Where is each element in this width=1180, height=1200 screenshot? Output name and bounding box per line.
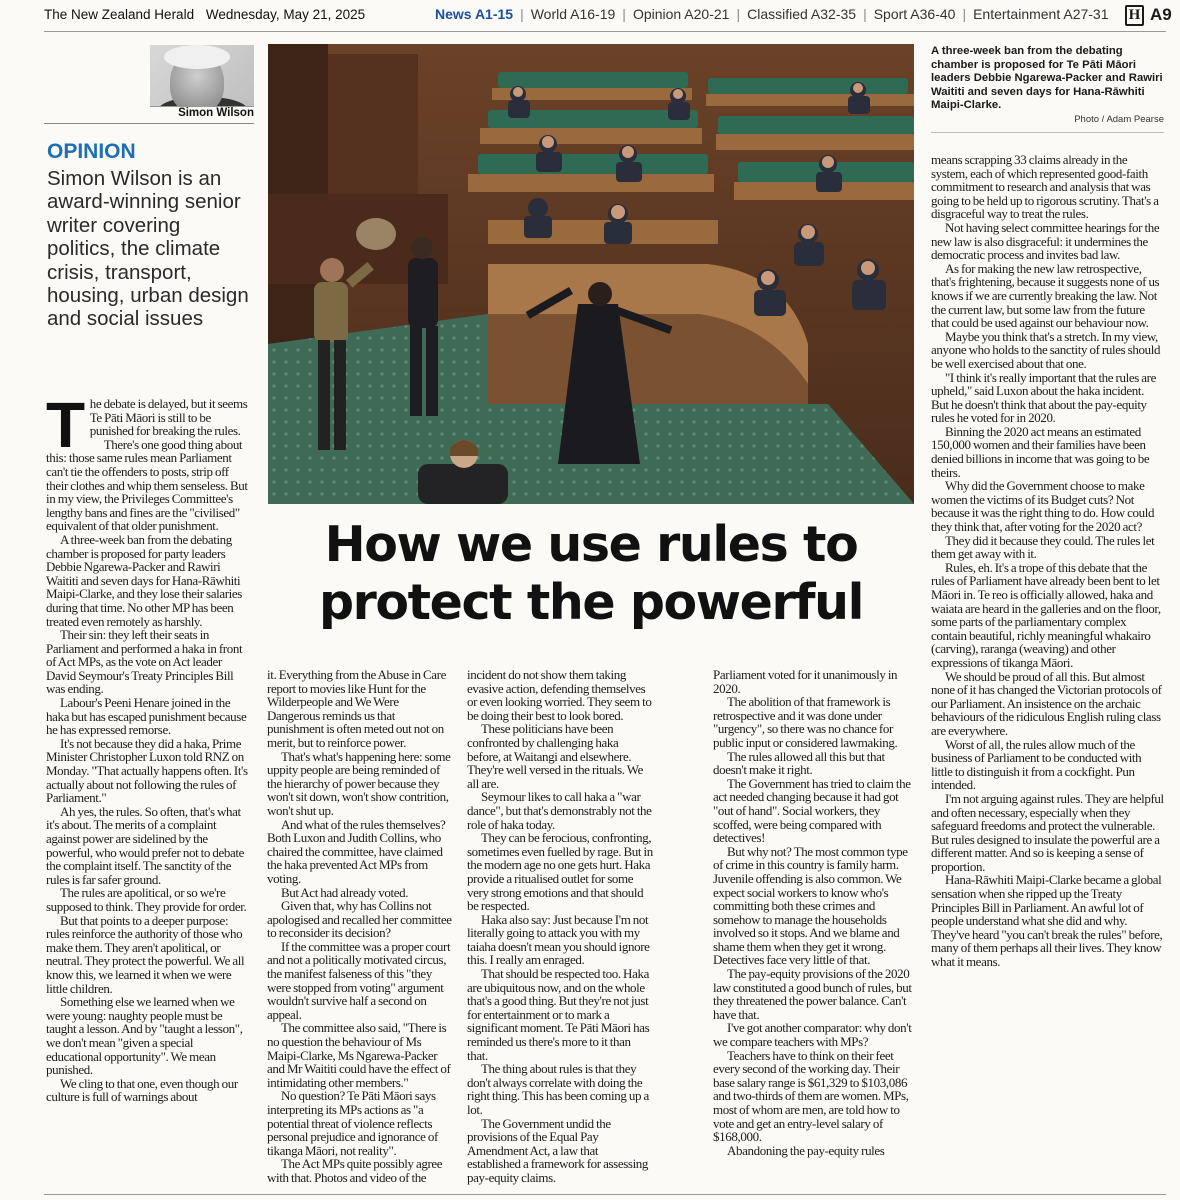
section-link[interactable]: News A1-15	[435, 6, 514, 22]
article-paragraph: he debate is delayed, but it seems Te Pāti Māori is still to be punished for breaking the rules.	[89, 396, 248, 439]
author-bio: Simon Wilson is an award-winning senior writer covering politics, the climate crisis, transport, housing, urban design and social issues	[47, 167, 249, 331]
article-paragraph: The rules allowed all this but that doesn't make it right.	[713, 748, 885, 778]
article-paragraph: The thing about rules is that they don't always correlate with doing the right thing. This has been coming up a lot.	[467, 1061, 649, 1117]
section-link[interactable]: World A16-19	[530, 6, 616, 22]
nav-separator: |	[736, 6, 741, 22]
article-paragraph: It's not because they did a haka, Prime Minister Christopher Luxon told RNZ on Monday. "That actually happens often. It's actually about not following the rules of Parliament."	[46, 735, 248, 806]
article-paragraph: Rules, eh. It's a trope of this debate that the rules of Parliament have already been bent to let Māori in. Te reo is officially allowed, haka and waiata are heard in the galleries and on the floor, some parts of the parliamentary complex contain beautiful, richly meaningful whakairo (carving), raranga (weaving) and other expressions of tikanga Māori.	[931, 559, 1161, 670]
article-paragraph: They did it because they could. The rules let them get away with it.	[931, 532, 1155, 562]
article-paragraph: Binning the 2020 act means an estimated 150,000 women and their families have been denied billions in income that was going to be theirs.	[931, 423, 1150, 480]
article-paragraph: Not having select committee hearings for the new law is also disgraceful: it undermines the democratic process and invites bad law.	[931, 219, 1160, 263]
article-paragraph: Seymour likes to call haka a "war dance", but that's demonstrably not the role of haka today.	[467, 789, 652, 832]
article-paragraph: If the committee was a proper court and not a politically motivated circus, the manifest falseness of this "they were stopped from voting" argument wouldn't survive half a second on appeal.	[267, 938, 451, 1022]
article-paragraph: Maybe you think that's a stretch. In my view, anyone who holds to the sanctity of rules should be well exercised about that one.	[931, 328, 1161, 371]
caption-divider	[931, 132, 1164, 133]
photo-credit: Photo / Adam Pearse	[1074, 114, 1164, 125]
article-paragraph: But why not? The most common type of crime in this country is family harm. Juvenile offending is also common. We expect social workers to know who's committing both these crimes and somehow to manage the households involved so it stops. And we blame and shame them when they get it wrong. Detectives face very little of that.	[713, 843, 908, 968]
nav-separator: |	[622, 6, 626, 22]
article-paragraph: incident do not show them taking evasive action, defending themselves or even looking worried. They seem to be doing their best to look bored.	[467, 667, 652, 723]
article-paragraph: That should be respected too. Haka are ubiquitous now, and on the whole that's a good thing. But they're not just for entertainment or to mark a significant moment. Te Pāti Māori has reminded us there's more to it than that.	[467, 966, 650, 1063]
article-paragraph: Haka also say: Just because I'm not literally going to attack you with my taiaha doesn't mean you should ignore this. I really am enraged.	[467, 911, 650, 968]
article-paragraph: The committee also said, "There is no question the behaviour of Ms Maipi-Clarke, Ms Ngarewa-Packer and Mr Waititi could have the effect of intimidating other members."	[267, 1020, 451, 1090]
article-paragraph: "I think it's really important that the rules are upheld," said Luxon about the haka incident. But he doesn't think that about the pay-equity rules he voted for in 2020.	[931, 369, 1157, 426]
headline-line-1: How we use rules to	[324, 516, 858, 573]
article-column-5	[931, 153, 1164, 969]
nav-separator: |	[863, 6, 867, 22]
article-paragraph: That's what's happening here: some uppity people are being reminded of the hierarchy of power because they won't sit down, won't show contrition, won't shut up.	[267, 748, 451, 818]
article-paragraph: We cling to that one, even though our culture is full of warnings about	[46, 1075, 238, 1105]
article-column-2	[267, 668, 453, 1185]
article-paragraph: Parliament voted for it unanimously in 2020.	[713, 667, 898, 696]
article-paragraph: We should be proud of all this. But almost none of it has changed the Victorian protocols of our Parliament. An insistence on the archaic behaviours of the ridiculous English ruling class are everywhere.	[931, 668, 1162, 738]
article-column-1	[46, 389, 251, 1105]
page-bottom-rule	[44, 1194, 1166, 1195]
article-paragraph: Teachers have to think on their feet every second of the working day. Their base salary range is $61,329 to $103,086 and two-thirds of them are women. MPs, most of whom are men, are told how to vote and get an entry-level salary of $168,000.	[713, 1047, 909, 1145]
article-paragraph: Something else we learned when we were young: naughty people must be taught a lesson. And by "taught a lesson", we don't mean "given a special educational opportunity". We mean punished.	[46, 994, 243, 1078]
photo-caption: A three-week ban from the debating chamber is proposed for Te Pāti Māori leaders Debbie Ngarewa-Packer and Rawiri Waititi and seven days for Hana-Rāwhiti Maipi-Clarke.	[931, 45, 1163, 112]
article-paragraph: Hana-Rāwhiti Maipi-Clarke became a global sensation when she ripped up the Treaty Principles Bill in Parliament. An awful lot of people understand what she did and why. They've heard "you can't break the rules" before, many of them perhaps all their lives. They know what it means.	[931, 872, 1163, 970]
nav-separator: |	[520, 6, 524, 22]
masthead	[44, 0, 1172, 32]
section-link[interactable]: Sport A36-40	[873, 6, 956, 22]
article-paragraph: The rules are apolitical, or so we're supposed to think. They provide for order.	[46, 885, 247, 914]
byline-divider	[44, 123, 254, 124]
herald-logo-icon: H	[1125, 5, 1144, 26]
article-paragraph: I'm not arguing against rules. They are helpful and often necessary, especially when they safeguard freedoms and protect the vulnerable. But rules designed to insulate the powerful are a different matter. And so is keeping a sense of proportion.	[931, 790, 1164, 874]
article-paragraph: Worst of all, the rules allow much of the business of Parliament to be conducted with little to distinguish it from a cockfight. Pun intended.	[931, 736, 1142, 793]
article-column-4	[713, 668, 913, 1157]
page-number: A9	[1150, 5, 1172, 24]
article-paragraph: These politicians have been confronted by challenging haka before, at Waitangi and elsewhere. They're well versed in the rituals. We all are.	[467, 721, 644, 791]
article-paragraph: As for making the new law retrospective, that's frightening, because it suggests none of us knows if we are currently breaking the law. Not the current law, but some law from the future that could be used against our behaviour now.	[931, 260, 1160, 331]
author-name: Simon Wilson	[178, 107, 254, 119]
section-index	[435, 6, 1109, 22]
drop-cap: T	[46, 389, 85, 461]
author-photo	[150, 45, 254, 107]
article-paragraph: Labour's Peeni Henare joined in the haka but has escaped punishment because he has expressed remorse.	[46, 695, 247, 738]
section-link[interactable]: Entertainment A27-31	[973, 6, 1109, 22]
article-paragraph: I've got another comparator: why don't we compare teachers with MPs?	[713, 1020, 912, 1050]
article-paragraph: Their sin: they left their seats in Parliament and performed a haka in front of Act MPs, as the vote on Act leader David Seymour's Treaty Principles Bill was ending.	[46, 627, 243, 697]
article-paragraph: The pay-equity provisions of the 2020 law constituted a good bunch of rules, but they threatened the power balance. Can't have that.	[713, 966, 912, 1022]
article-paragraph: means scrapping 33 claims already in the system, each of which represented good-faith commitment to research and analysis that was going to be held up to rigorous scrutiny. That's a disgraceful way to treat the rules.	[931, 152, 1159, 222]
masthead-left	[44, 7, 365, 22]
article-paragraph: Abandoning the pay-equity rules	[727, 1142, 885, 1158]
article-paragraph: The Government undid the provisions of the Equal Pay Amendment Act, a law that established a framework for assessing pay-equity claims.	[467, 1115, 649, 1185]
section-label: OPINION	[47, 140, 136, 163]
article-paragraph: Why did the Government choose to make women the victims of its Budget cuts? Not because it was the right thing to do. How could they think that, after voting for the 2020 act?	[931, 478, 1155, 535]
paper-name: The New Zealand Herald	[44, 7, 195, 22]
article-paragraph: No question? Te Pāti Māori says interpreting its MPs actions as "a potential threat of violence reflects personal prejudice and ignorance of tikanga Māori, not reality".	[267, 1088, 438, 1158]
article-paragraph: A three-week ban from the debating chamber is proposed for party leaders Debbie Ngarewa-Packer and Rawiri Waititi and seven days for Hana-Rāwhiti Maipi-Clarke, and they lose their salaries during that time. No other MP has been treated even remotely as harshly.	[46, 531, 242, 629]
headline-line-2: protect the powerful	[318, 574, 864, 631]
nav-separator: |	[962, 6, 967, 22]
section-link[interactable]: Classified A32-35	[747, 6, 857, 22]
article-paragraph: The Act MPs quite possibly agree with that. Photos and video of the	[267, 1156, 443, 1185]
article-paragraph: it. Everything from the Abuse in Care report to movies like Hunt for the Wilderpeople and We Were Dangerous reminds us that punishment is often meted out not on merit, but to reinforce power.	[267, 667, 446, 750]
article-paragraph: And what of the rules themselves? Both Luxon and Judith Collins, who chaired the committee, have claimed the haka prevented Act MPs from voting.	[267, 816, 446, 886]
article-paragraph: There's one good thing about this: those same rules mean Parliament can't tie the offenders to posts, strip off their clothes and whip them senseless. But in my view, the Privileges Committee's lengthy bans and fines are the "civilised" equivalent of that older punishment.	[46, 436, 248, 534]
section-link[interactable]: Opinion A20-21	[632, 6, 730, 22]
article-paragraph: They can be ferocious, confronting, sometimes even fuelled by rage. But in the modern age no one gets hurt. Haka provide a ritualised outlet for some very strong emotions and that should be respected.	[467, 830, 653, 914]
headline	[268, 516, 914, 632]
article-paragraph: Given that, why has Collins not apologised and recalled her committee to reconsider its decision?	[267, 898, 452, 941]
parliament-haka-photo	[268, 44, 914, 504]
article-paragraph: But that points to a deeper purpose: rules reinforce the authority of those who make them. They aren't apolitical, or neutral. They protect the powerful. We all know this, we learned it when we were little children.	[46, 912, 245, 996]
article-paragraph: Ah yes, the rules. So often, that's what it's about. The merits of a complaint against power are sidelined by the powerful, who would prefer not to debate the complaint itself. The sanctity of the rules is far safer ground.	[46, 803, 245, 887]
issue-date: Wednesday, May 21, 2025	[205, 7, 366, 22]
article-paragraph: The abolition of that framework is retrospective and it was done under "urgency", so there was no chance for public input or considered lawmaking.	[713, 694, 898, 750]
article-paragraph: But Act had already voted.	[281, 884, 409, 900]
article-column-3	[467, 668, 653, 1185]
article-paragraph: The Government has tried to claim the act needed changing because it had got "out of hand". Social workers, they scoffed, were being compared with detectives!	[713, 775, 911, 846]
